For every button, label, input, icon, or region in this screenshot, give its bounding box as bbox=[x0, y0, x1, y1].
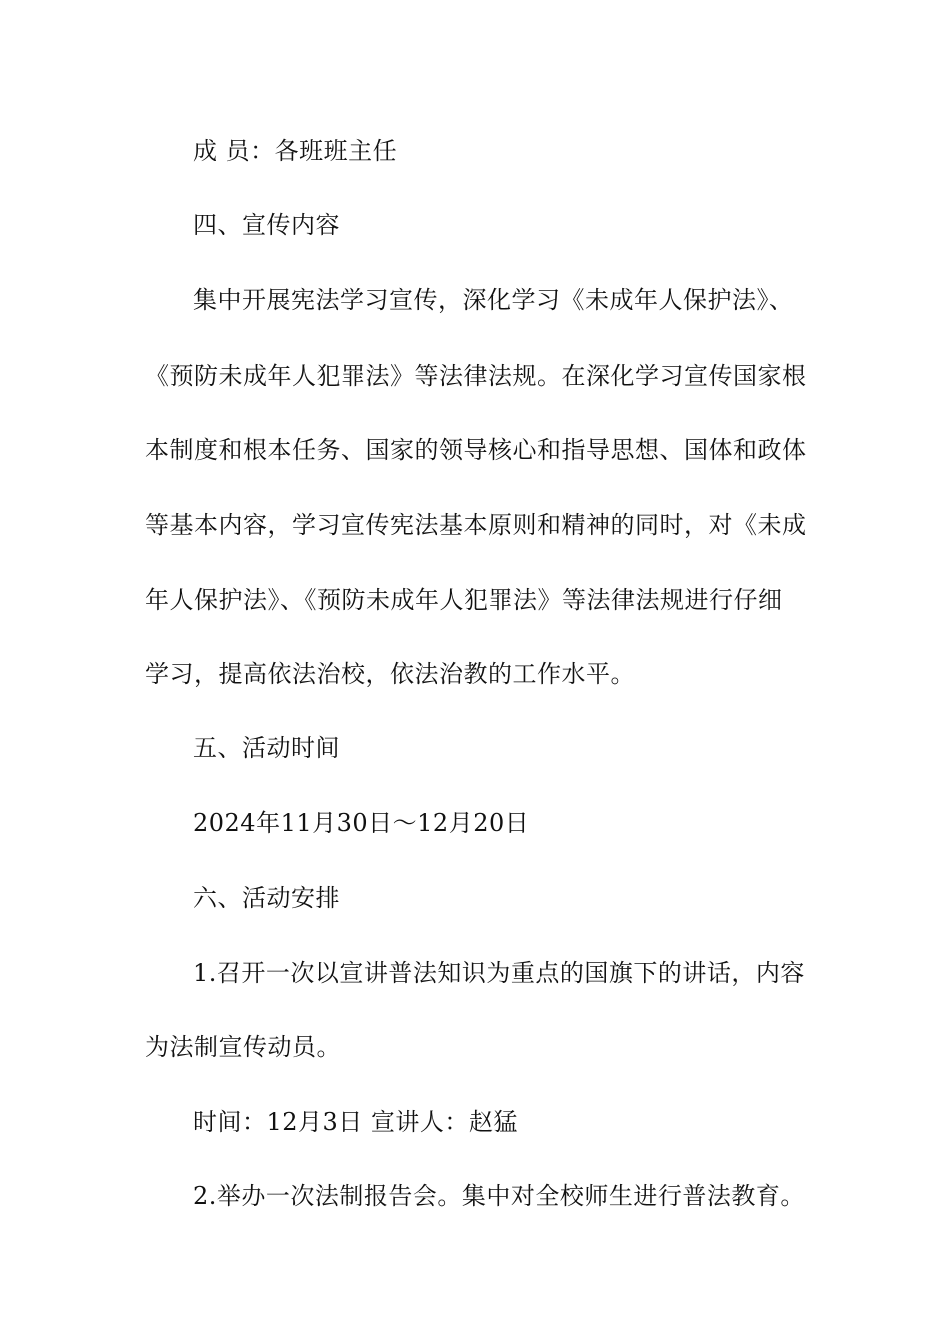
paragraph-line: 等基本内容，学习宣传宪法基本原则和精神的同时，对《未成 bbox=[145, 511, 807, 539]
paragraph-line: 年人保护法》、《预防未成年人犯罪法》等法律法规进行仔细 bbox=[145, 586, 783, 614]
paragraph-line: 为法制宣传动员。 bbox=[145, 1033, 341, 1061]
paragraph-line: 本制度和根本任务、国家的领导核心和指导思想、国体和政体 bbox=[145, 436, 807, 464]
section-heading-4: 四、宣传内容 bbox=[193, 211, 340, 239]
paragraph-line: 《预防未成年人犯罪法》等法律法规。在深化学习宣传国家根 bbox=[145, 362, 807, 390]
date-range-line: 2024年11月30日～12月20日 bbox=[193, 809, 530, 837]
paragraph-line: 2.举办一次法制报告会。集中对全校师生进行普法教育。 bbox=[193, 1182, 805, 1210]
schedule-line: 时间：12月3日 宣讲人：赵猛 bbox=[193, 1108, 518, 1136]
paragraph-line: 学习，提高依法治校，依法治教的工作水平。 bbox=[145, 660, 635, 688]
paragraph-line: 1.召开一次以宣讲普法知识为重点的国旗下的讲话，内容 bbox=[193, 959, 805, 987]
members-line: 成 员：各班班主任 bbox=[193, 137, 398, 165]
section-heading-6: 六、活动安排 bbox=[193, 884, 340, 912]
paragraph-line: 集中开展宪法学习宣传，深化学习《未成年人保护法》、 bbox=[193, 286, 794, 314]
section-heading-5: 五、活动时间 bbox=[193, 734, 340, 762]
